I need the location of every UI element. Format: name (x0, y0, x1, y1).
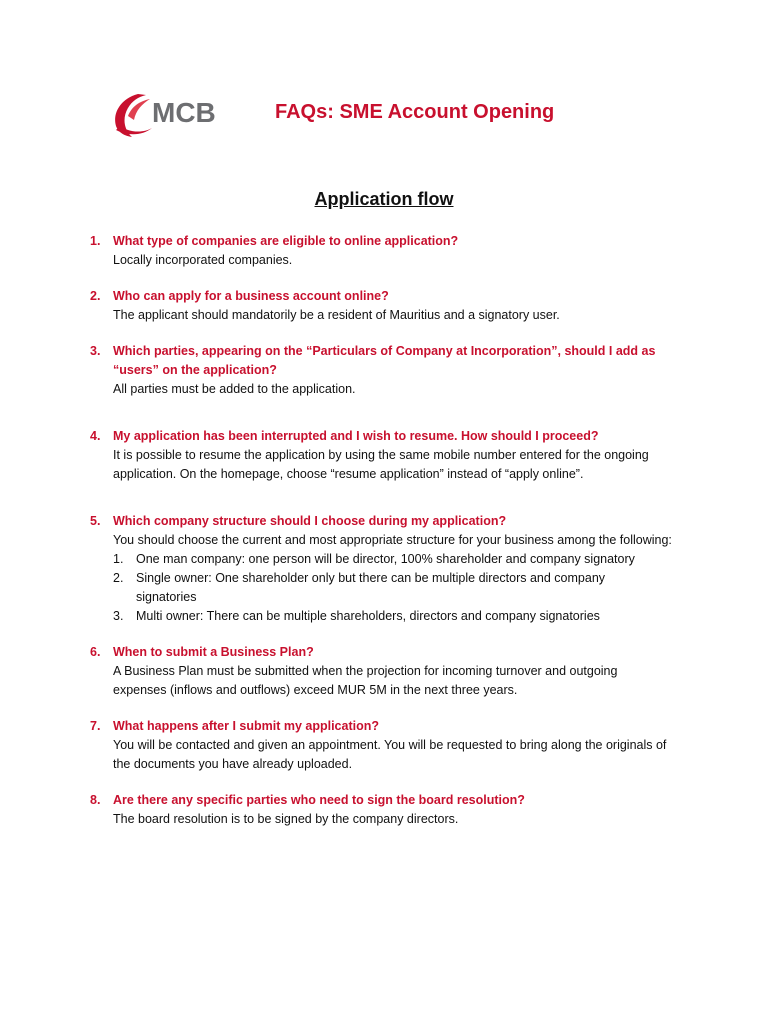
faq-number: 4. (90, 429, 101, 443)
structure-option-text: Multi owner: There can be multiple shareholders, directors and company signatories (136, 609, 600, 623)
structure-option-number: 3. (113, 609, 124, 623)
faq-item (0, 791, 768, 829)
faq-item (0, 512, 768, 626)
structure-option (113, 569, 658, 607)
faq-number: 6. (90, 645, 101, 659)
faq-item (0, 717, 768, 774)
faq-question: Are there any specific parties who need to sign the board resolution? (113, 793, 525, 807)
document-title: FAQs: SME Account Opening (275, 101, 555, 123)
faq-answer: The board resolution is to be signed by the company directors. (113, 812, 459, 826)
section-heading: Application flow (314, 189, 454, 209)
faq-answer: The applicant should mandatorily be a resident of Mauritius and a signatory user. (113, 308, 560, 322)
mcb-logo-mark (108, 86, 238, 140)
svg-text:MCB: MCB (152, 97, 216, 128)
faq-question: What happens after I submit my application? (113, 719, 380, 733)
faq-number: 8. (90, 793, 101, 807)
faq-item (0, 287, 768, 325)
faq-number: 2. (90, 289, 101, 303)
faq-item (0, 427, 768, 484)
faq-answer: It is possible to resume the application by using the same mobile number entered for the ongoing application. On the homepage, choose “resume application” instead of “apply online”. (113, 448, 649, 481)
faq-question: What type of companies are eligible to online application? (113, 234, 459, 248)
structure-option-text: One man company: one person will be director, 100% shareholder and company signatory (136, 552, 635, 566)
faq-answer: All parties must be added to the application. (113, 382, 356, 396)
faq-answer: Locally incorporated companies. (113, 253, 293, 267)
structure-option (113, 607, 658, 626)
faq-item (0, 232, 768, 270)
faq-question: When to submit a Business Plan? (113, 645, 314, 659)
mcb-logo (108, 86, 238, 140)
structure-option-number: 2. (113, 571, 124, 585)
faq-question: Who can apply for a business account online? (113, 289, 389, 303)
faq-number: 3. (90, 344, 101, 358)
faq-answer: You will be contacted and given an appointment. You will be requested to bring along the originals of the documents you have already uploaded. (113, 738, 667, 771)
faq-number: 1. (90, 234, 101, 248)
structure-options-list (113, 550, 658, 626)
structure-option (113, 550, 658, 569)
faq-answer: You should choose the current and most appropriate structure for your business among the following: (113, 533, 672, 547)
structure-option-number: 1. (113, 552, 124, 566)
structure-option-text: Single owner: One shareholder only but there can be multiple directors and company signatories (136, 571, 606, 604)
faq-question: Which company structure should I choose during my application? (113, 514, 507, 528)
faq-list (0, 232, 768, 846)
faq-number: 7. (90, 719, 101, 733)
faq-item (0, 342, 768, 399)
faq-item (0, 643, 768, 700)
faq-answer: A Business Plan must be submitted when the projection for incoming turnover and outgoing expenses (inflows and outflows) exceed MUR 5M in the next three years. (113, 664, 618, 697)
faq-number: 5. (90, 514, 101, 528)
faq-question: My application has been interrupted and I wish to resume. How should I proceed? (113, 429, 599, 443)
faq-question: Which parties, appearing on the “Particulars of Company at Incorporation”, should I add as “users” on the application? (113, 344, 656, 377)
